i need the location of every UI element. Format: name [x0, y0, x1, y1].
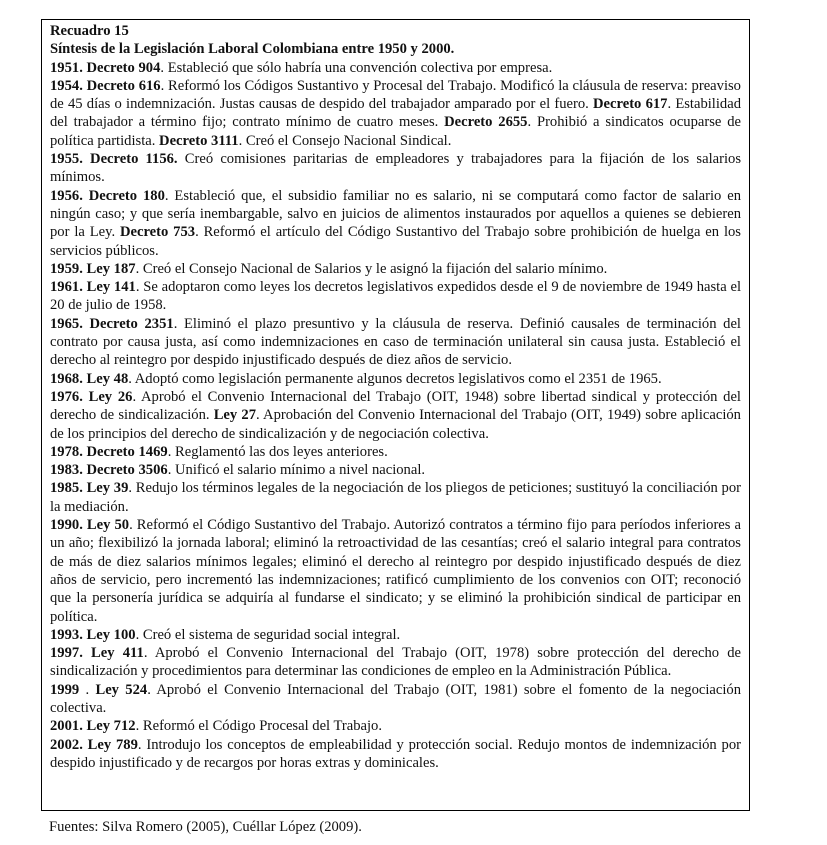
law-reference: Ley 141 — [86, 279, 136, 296]
entry-year: 1985. — [50, 480, 83, 497]
legislation-entry — [50, 260, 741, 278]
law-reference: Decreto 2655 — [444, 114, 528, 131]
legislation-entry — [50, 626, 741, 644]
entry-year: 1976. — [50, 388, 83, 405]
entry-description: . Aprobó el Convenio Internacional del Trabajo (OIT, 1978) sobre protección del derecho de sindicalización y procedimientos para determinar las condiciones de empleo en la Administración Pública. — [50, 645, 741, 680]
law-reference: Ley 48 — [86, 370, 129, 387]
entry-description: . Creó el Consejo Nacional de Salarios y le asignó la fijación del salario mínimo. — [135, 260, 608, 277]
legislation-entry — [50, 370, 741, 388]
entry-description: . Se adoptaron como leyes los decretos legislativos expedidos desde el 9 de noviembre de 1949 hasta el 20 de julio de 1958. — [50, 279, 741, 314]
box-title: Síntesis de la Legislación Laboral Colombiana entre 1950 y 2000. — [50, 41, 455, 58]
entry-description: . Creó el sistema de seguridad social integral. — [135, 626, 401, 643]
entry-description: . Reformó el Código Sustantivo del Trabajo. Autorizó contratos a término fijo para períodos inferiores a un año; flexibilizó la jornada laboral; eliminó la retroactividad de las cesantías; creó el salario integral para contratos de más de diez salarios mínimos legales; eliminó el derecho al reintegro por despido injustificado después de diez años de servicio, pero incrementó las indemnizaciones; ratificó cumplimiento de los convenios con OIT; reconoció que la personería jurídica se adquiría al fundarse el sindicato; y se eliminó la prohibición sindical de participar en política. — [50, 517, 741, 625]
legislation-entry — [50, 516, 741, 626]
box-label: Recuadro 15 — [50, 23, 129, 39]
entry-description: . Estabilidad del trabajador a término fijo; contrato mínimo de cuatro meses. — [50, 96, 741, 131]
legislation-entry — [50, 150, 741, 187]
entry-year: 2001. — [50, 718, 83, 735]
entry-year: 1999 — [50, 681, 80, 698]
entry-description: . Redujo los términos legales de la negociación de los pliegos de peticiones; sustituyó la conciliación por la mediación. — [50, 480, 741, 515]
entry-year: 1993. — [50, 626, 83, 643]
entry-description: Creó comisiones paritarias de empleadores y trabajadores para la fijación de los salarios mínimos. — [50, 151, 741, 186]
legislation-entries — [50, 59, 741, 773]
entry-year: 1961. — [50, 279, 83, 296]
law-reference: Decreto 1156. — [90, 151, 178, 168]
law-reference: Ley 50 — [86, 517, 130, 534]
entry-year: 1965. — [50, 315, 83, 332]
entry-year: 2002. — [50, 736, 83, 753]
law-reference: Ley 27 — [213, 407, 256, 424]
law-reference: Decreto 180 — [88, 187, 165, 204]
entry-description: . Adoptó como legislación permanente algunos decretos legislativos como el 2351 de 1965. — [128, 370, 662, 387]
sources-note: Fuentes: Silva Romero (2005), Cuéllar López (2009). — [49, 819, 362, 835]
law-reference: Decreto 617 — [593, 96, 668, 113]
entry-description: . Reformó el artículo del Código Sustantivo del Trabajo sobre prohibición de huelga en los servicios públicos. — [50, 224, 741, 259]
law-reference: Ley 39 — [86, 480, 129, 497]
entry-year: 1978. — [50, 443, 83, 460]
law-reference: Ley 524 — [95, 681, 148, 698]
entry-year: 1959. — [50, 260, 83, 277]
law-reference: Decreto 3111 — [159, 132, 239, 149]
law-reference: Ley 411 — [91, 645, 144, 662]
entry-description: . Aprobación del Convenio Internacional del Trabajo (OIT, 1949) sobre aplicación de los principios del derecho de sindicalización y de negociación colectiva. — [50, 407, 741, 442]
law-reference: Ley 187 — [86, 260, 136, 277]
entry-year: 1951. — [50, 59, 83, 76]
entry-description: . Estableció que, el subsidio familiar no es salario, ni se computará como factor de salario en ningún caso; y que sería inembargable, salvo en juicios de alimentos instaurados por aquellos a quienes se debieren por la Ley. — [50, 187, 742, 241]
entry-year: 1954. — [50, 77, 83, 94]
legislation-entry — [50, 315, 741, 370]
legislation-entry — [50, 717, 741, 735]
law-reference: Ley 712 — [86, 718, 136, 735]
entry-year: 1990. — [50, 517, 83, 534]
law-reference: Decreto 1469 — [86, 443, 168, 460]
entry-description: . Reformó los Códigos Sustantivo y Procesal del Trabajo. Modificó la cláusula de reserva: preaviso de 45 días o indemnización. Justas causas de despido del trabajador amparado por el fuero. — [50, 77, 741, 113]
entry-description: . Prohibió a sindicatos ocuparse de política partidista. — [50, 114, 741, 149]
entry-year: 1956. — [50, 187, 83, 204]
law-reference: Ley 100 — [86, 626, 136, 643]
law-reference: Decreto 904 — [86, 59, 161, 76]
entry-description: . — [85, 681, 96, 698]
entry-description: . Estableció que sólo habría una convención colectiva por empresa. — [160, 59, 553, 76]
entry-description: . Eliminó el plazo presuntivo y la cláusula de reserva. Definió causales de terminación del contrato por causa justa, así como indemnizaciones en caso de terminación unilateral sin causa justa. Estableció el derecho al reintegro por despido injustificado después de diez años de servicio. — [50, 315, 741, 369]
legislation-entry — [50, 278, 741, 315]
legislation-entry — [50, 736, 741, 773]
entry-description: . Creó el Consejo Nacional Sindical. — [238, 132, 452, 149]
law-reference: Decreto 2351 — [89, 315, 174, 332]
legislation-entry — [50, 187, 741, 260]
entry-description: . Introdujo los conceptos de empleabilidad y protección social. Redujo montos de indemnización por despido injustificado y de recargos por horas extras y dominicales. — [50, 736, 741, 771]
recuadro-box — [41, 19, 750, 811]
law-reference: Decreto 616 — [86, 77, 161, 94]
entry-description: . Unificó el salario mínimo a nivel nacional. — [167, 462, 426, 479]
law-reference: Ley 26 — [88, 388, 133, 405]
legislation-entry — [50, 479, 741, 516]
legislation-entry — [50, 77, 741, 150]
entry-year: 1968. — [50, 370, 83, 387]
legislation-entry — [50, 59, 741, 77]
entry-description: . Reformó el Código Procesal del Trabajo. — [135, 718, 383, 735]
entry-description: . Aprobó el Convenio Internacional del Trabajo (OIT, 1981) sobre el fomento de la negociación colectiva. — [50, 681, 741, 716]
legislation-entry — [50, 443, 741, 461]
law-reference: Decreto 3506 — [86, 462, 168, 479]
entry-year: 1997. — [50, 645, 83, 662]
legislation-entry — [50, 644, 741, 681]
entry-year: 1983. — [50, 462, 83, 479]
entry-description: . Reglamentó las dos leyes anteriores. — [167, 443, 388, 460]
entry-year: 1955. — [50, 151, 83, 168]
entry-description: . Aprobó el Convenio Internacional del Trabajo (OIT, 1948) sobre libertad sindical y protección del derecho de sindicalización. — [50, 388, 741, 424]
law-reference: Decreto 753 — [119, 224, 196, 241]
legislation-entry — [50, 388, 741, 443]
law-reference: Ley 789 — [87, 736, 138, 753]
legislation-entry — [50, 461, 741, 479]
legislation-entry — [50, 681, 741, 718]
